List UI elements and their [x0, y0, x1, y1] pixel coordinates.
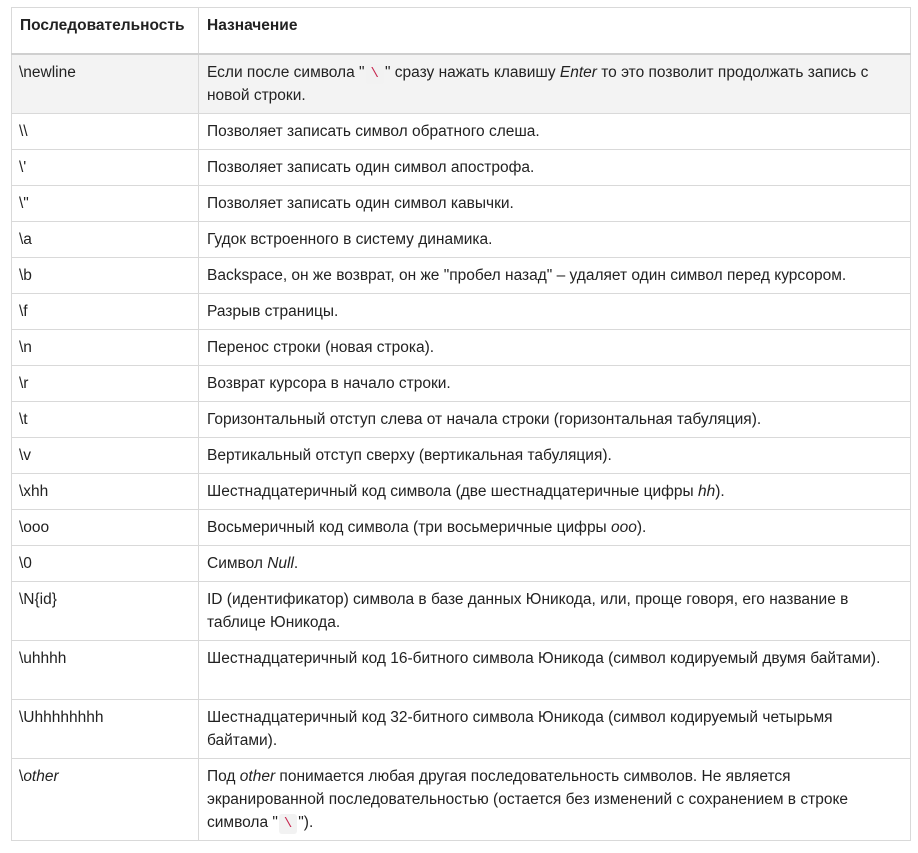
- purpose-text: Восьмеричный код символа (три восьмеричные цифры: [207, 519, 612, 536]
- sequence-cell: \Uhhhhhhhh: [12, 700, 199, 759]
- sequence-cell: \uhhhh: [12, 641, 199, 700]
- table-row: [12, 510, 911, 546]
- purpose-cell: ID (идентификатор) символа в базе данных Юникода, или, проще говоря, его название в таблице Юникода.: [199, 582, 911, 641]
- inline-code: \: [366, 64, 384, 84]
- emphasis-text: hh: [697, 483, 716, 500]
- purpose-cell: Вертикальный отступ сверху (вертикальная табуляция).: [199, 438, 911, 474]
- table-row: [12, 258, 911, 294]
- purpose-text: ").: [298, 814, 314, 831]
- table-row: [12, 330, 911, 366]
- purpose-cell: Возврат курсора в начало строки.: [199, 366, 911, 402]
- purpose-cell: Перенос строки (новая строка).: [199, 330, 911, 366]
- table-row: [12, 402, 911, 438]
- purpose-cell: Позволяет записать один символ апострофа.: [199, 150, 911, 186]
- emphasis-text: other: [23, 768, 59, 785]
- sequence-cell: \f: [12, 294, 199, 330]
- purpose-text: Шестнадцатеричный код символа (две шестнадцатеричные цифры: [207, 483, 698, 500]
- inline-code: \: [279, 814, 297, 834]
- purpose-cell: Шестнадцатеричный код 16-битного символа Юникода (символ кодируемый двумя байтами).: [199, 641, 911, 700]
- purpose-cell: Разрыв страницы.: [199, 294, 911, 330]
- sequence-cell: \xhh: [12, 474, 199, 510]
- purpose-cell: [199, 54, 911, 114]
- purpose-cell: [199, 759, 911, 841]
- sequence-cell: [12, 759, 199, 841]
- sequence-cell: \b: [12, 258, 199, 294]
- table-row: [12, 54, 911, 114]
- header-purpose: Назначение: [199, 8, 911, 55]
- emphasis-text: other: [239, 768, 276, 785]
- purpose-cell: Гудок встроенного в систему динамика.: [199, 222, 911, 258]
- purpose-text: то это позволит продолжать запись с новой строки.: [207, 64, 869, 104]
- sequence-cell: \0: [12, 546, 199, 582]
- table-row: [12, 582, 911, 641]
- escape-sequences-table: [11, 7, 911, 841]
- sequence-cell: \newline: [12, 54, 199, 114]
- sequence-cell: \N{id}: [12, 582, 199, 641]
- sequence-cell: \v: [12, 438, 199, 474]
- table-row: [12, 294, 911, 330]
- table-row: [12, 114, 911, 150]
- purpose-text: Символ: [207, 555, 268, 572]
- purpose-cell: [199, 546, 911, 582]
- table-row: [12, 150, 911, 186]
- table-row: [12, 641, 911, 700]
- table-row: [12, 474, 911, 510]
- table-row: [12, 366, 911, 402]
- purpose-cell: Backspace, он же возврат, он же "пробел назад" – удаляет один символ перед курсором.: [199, 258, 911, 294]
- table-header-row: [12, 8, 911, 55]
- purpose-text: Под: [207, 768, 240, 785]
- table-row: [12, 759, 911, 841]
- purpose-text: Если после символа ": [207, 64, 365, 81]
- header-sequence: Последовательность: [12, 8, 199, 55]
- sequence-prefix: \: [19, 768, 24, 785]
- sequence-cell: \r: [12, 366, 199, 402]
- purpose-cell: Позволяет записать один символ кавычки.: [199, 186, 911, 222]
- sequence-cell: \': [12, 150, 199, 186]
- purpose-cell: Горизонтальный отступ слева от начала строки (горизонтальная табуляция).: [199, 402, 911, 438]
- purpose-text: ).: [715, 483, 725, 500]
- sequence-cell: \t: [12, 402, 199, 438]
- emphasis-text: Enter: [559, 64, 597, 81]
- table-row: [12, 700, 911, 759]
- sequence-cell: \n: [12, 330, 199, 366]
- sequence-cell: \ooo: [12, 510, 199, 546]
- purpose-text: ).: [636, 519, 647, 536]
- purpose-cell: Позволяет записать символ обратного слеша.: [199, 114, 911, 150]
- sequence-cell: \": [12, 186, 199, 222]
- emphasis-text: ooo: [611, 519, 637, 536]
- sequence-cell: \\: [12, 114, 199, 150]
- table-row: [12, 222, 911, 258]
- table-row: [12, 546, 911, 582]
- purpose-cell: [199, 510, 911, 546]
- table-row: [12, 438, 911, 474]
- purpose-text: понимается любая другая последовательность символов. Не является экранированной последовательностью (остается без изменений с сохранением в строке символа ": [207, 768, 849, 831]
- sequence-cell: \a: [12, 222, 199, 258]
- purpose-cell: [199, 474, 911, 510]
- table-row: [12, 186, 911, 222]
- purpose-text: .: [293, 555, 299, 572]
- purpose-text: " сразу нажать клавишу: [384, 64, 560, 81]
- emphasis-text: Null: [267, 555, 294, 572]
- purpose-cell: Шестнадцатеричный код 32-битного символа Юникода (символ кодируемый четырьмя байтами).: [199, 700, 911, 759]
